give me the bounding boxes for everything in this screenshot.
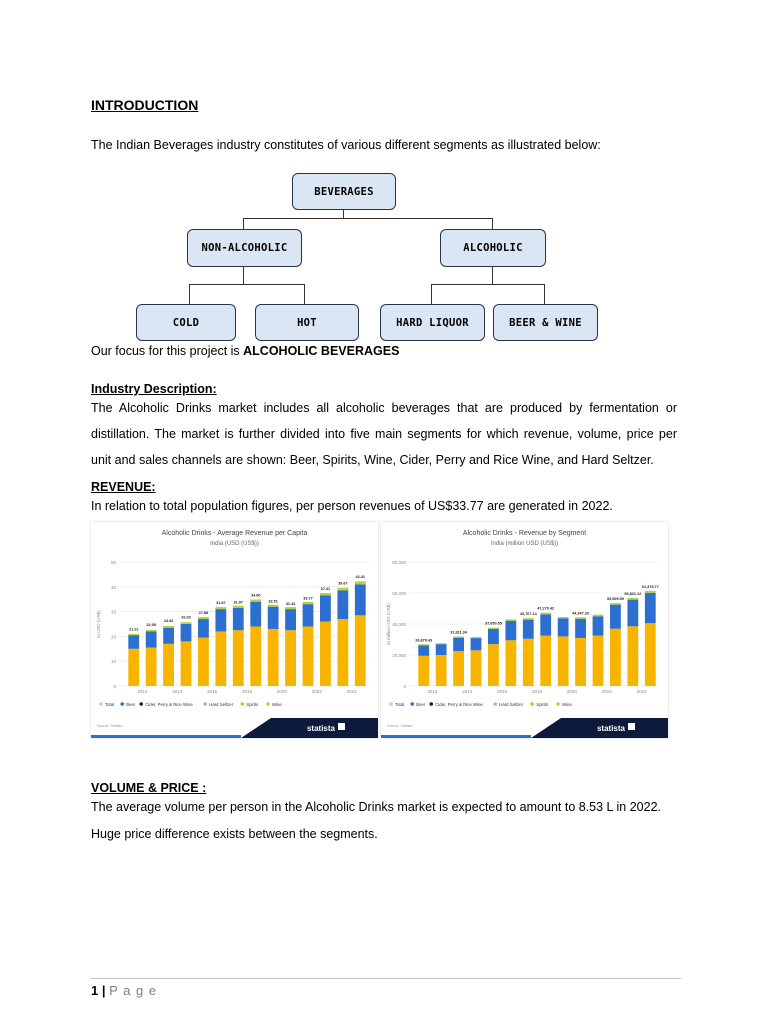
bar-segment-beer (268, 607, 279, 629)
x-tick-label: 2022 (601, 689, 612, 694)
y-tick-label: 20,000 (392, 653, 406, 658)
x-tick-label: 2014 (172, 689, 183, 694)
footer-separator: | (101, 983, 106, 998)
chart-revenue-per-capita (91, 522, 378, 738)
bar-segment-spirits (523, 639, 534, 686)
bar-segment-spirits (610, 629, 621, 686)
bar-segment-beer (355, 584, 366, 615)
focus-prefix: Our focus for this project is (91, 344, 244, 358)
volume-line-1: The average volume per person in the Alcoholic Drinks market is expected to amount to 8.53 L in 2022. (91, 800, 661, 814)
bar-segment-wine (337, 588, 348, 591)
bar-segment-spirits (320, 622, 331, 686)
legend-label: Cider, Perry & Rice Wine (145, 702, 193, 707)
bar-segment-beer (285, 609, 296, 630)
bar-segment-beer (146, 631, 157, 647)
bar-segment-spirits (558, 636, 569, 686)
bar-segment-spirits (453, 651, 464, 686)
x-tick-label: 2018 (531, 689, 543, 694)
legend-marker (493, 702, 497, 706)
y-tick-label: 50 (110, 560, 116, 565)
bar-segment-spirits (436, 655, 447, 686)
connector-line (431, 284, 545, 285)
connector-line (304, 284, 305, 304)
legend-label: Beer (126, 702, 136, 707)
bar-segment-spirits (198, 638, 209, 686)
bar-segment-spirits (233, 630, 244, 686)
chart-revenue-by-segment (381, 522, 668, 738)
bar-segment-wine (181, 622, 192, 624)
bar-segment-wine (610, 603, 621, 605)
legend-marker (120, 702, 124, 706)
bar-segment-spirits (488, 644, 499, 686)
bar-segment-wine (355, 581, 366, 584)
page-footer (91, 983, 157, 999)
y-tick-label: 30 (110, 609, 116, 615)
bar-total-label: 24.52 (163, 619, 174, 624)
bar-segment-wine (285, 607, 296, 609)
y-tick-label: 10 (110, 659, 116, 665)
chart-title: Alcoholic Drinks - Average Revenue per Capita (161, 530, 308, 537)
bar-segment-spirits (268, 629, 279, 686)
legend-marker (429, 702, 433, 706)
bar-segment-spirits (163, 644, 174, 686)
y-tick-label: 40,000 (392, 622, 406, 627)
bar-segment-spirits (540, 636, 551, 686)
bar-segment-wine (233, 606, 244, 608)
x-tick-label: 2024 (636, 689, 647, 694)
node-hot: HOT (255, 304, 359, 341)
bar-total-label: 53,509.59 (606, 597, 624, 602)
bar-segment-spirits (303, 626, 314, 686)
legend-label: Beer (416, 702, 426, 707)
bar-segment-wine (453, 637, 464, 638)
y-tick-label: 0 (113, 684, 116, 689)
bar-segment-wine (471, 637, 482, 638)
legend-label: Spirits (246, 702, 259, 707)
bar-segment-spirits (593, 636, 604, 686)
bar-segment-beer (320, 595, 331, 621)
x-tick-label: 2014 (462, 689, 473, 694)
industry-line-1: The Alcoholic Drinks market includes all alcoholic beverages that are produced by fermentation or (91, 401, 677, 415)
bar-segment-beer (505, 621, 516, 641)
y-tick-label: 60,000 (392, 591, 406, 596)
chart-svg (91, 522, 378, 738)
x-tick-label: 2018 (241, 689, 253, 694)
bar-total-label: 61,379.77 (641, 584, 659, 589)
bar-total-label: 34.80 (250, 593, 261, 598)
focus-bold: ALCOHOLIC BEVERAGES (243, 344, 400, 358)
intro-text: The Indian Beverages industry constitutes of various different segments as illustrated below: (91, 138, 601, 152)
page-heading: INTRODUCTION (91, 97, 199, 113)
chart-svg (381, 522, 668, 738)
bar-segment-wine (215, 607, 226, 609)
bar-segment-spirits (471, 650, 482, 686)
bar-segment-wine (198, 617, 209, 619)
bar-segment-beer (453, 638, 464, 651)
bar-segment-wine (163, 626, 174, 628)
node-cold: COLD (136, 304, 236, 341)
legend-marker (410, 702, 414, 706)
bar-segment-beer (558, 618, 569, 636)
node-beverages: BEVERAGES (292, 173, 396, 210)
bar-segment-wine (488, 628, 499, 629)
bar-segment-beer (250, 602, 261, 627)
bar-total-label: 39.67 (338, 581, 348, 586)
bar-segment-spirits (575, 638, 586, 686)
bar-total-label: 31.87 (216, 600, 226, 605)
x-tick-label: 2024 (346, 689, 357, 694)
bar-segment-wine (575, 617, 586, 618)
bar-total-label: 31,811.34 (450, 630, 467, 635)
bar-segment-wine (418, 644, 429, 645)
bar-total-label: 31.97 (233, 600, 244, 605)
bar-segment-beer (215, 609, 226, 631)
volume-line-2: Huge price difference exists between the segments. (91, 827, 378, 841)
bar-total-label: 33.77 (303, 596, 313, 601)
bar-total-label: 27.88 (198, 610, 209, 615)
focus-line (91, 343, 399, 359)
connector-line (243, 218, 493, 219)
bar-total-label: 47,270.42 (537, 606, 555, 611)
bar-segment-wine (540, 613, 551, 615)
statista-stripe (91, 735, 241, 738)
bar-segment-beer (163, 628, 174, 644)
legend-label: Total (395, 702, 405, 707)
legend-marker (556, 702, 560, 706)
bar-total-label: 43,767.14 (519, 612, 537, 617)
bar-segment-wine (320, 593, 331, 595)
connector-line (492, 266, 493, 284)
volume-heading: VOLUME & PRICE : (91, 781, 207, 795)
bar-segment-beer (627, 600, 638, 627)
chart-source: Source: Statista (97, 724, 123, 728)
bar-segment-wine (627, 598, 638, 600)
legend-label: Wine (272, 702, 282, 707)
bar-segment-spirits (128, 649, 139, 686)
connector-line (544, 284, 545, 304)
statista-logo-text: statista (596, 724, 625, 733)
bar-segment-beer (540, 614, 551, 635)
x-tick-label: 2012 (427, 689, 438, 694)
bar-segment-wine (268, 605, 279, 607)
bar-segment-spirits (418, 656, 429, 686)
legend-label: Hard Seltzer (209, 702, 234, 707)
legend-marker (266, 702, 270, 706)
connector-line (189, 284, 305, 285)
bar-segment-beer (233, 608, 244, 630)
bar-total-label: 56,821.12 (624, 591, 642, 596)
bar-segment-beer (418, 645, 429, 656)
bar-total-label: 21.22 (128, 627, 139, 632)
bar-segment-beer (337, 591, 348, 620)
bar-segment-wine (128, 634, 139, 635)
connector-line (243, 266, 244, 284)
legend-label: Total (105, 702, 115, 707)
bar-segment-wine (303, 602, 314, 604)
bar-total-label: 22.95 (146, 623, 156, 628)
legend-label: Spirits (536, 702, 549, 707)
revenue-text: In relation to total population figures, per person revenues of US$33.77 are generated in 2022. (91, 499, 613, 513)
page-word: P a g e (109, 983, 158, 998)
x-tick-label: 2020 (566, 689, 577, 694)
bar-segment-wine (645, 591, 656, 593)
legend-marker (389, 702, 393, 706)
bar-segment-beer (610, 605, 621, 629)
legend-label: Cider, Perry & Rice Wine (435, 702, 483, 707)
legend-marker (139, 702, 143, 706)
x-tick-label: 2022 (311, 689, 322, 694)
bar-segment-beer (645, 593, 656, 623)
bar-segment-beer (303, 604, 314, 626)
y-tick-label: 0 (403, 684, 406, 689)
x-tick-label: 2016 (207, 689, 218, 694)
bar-segment-spirits (250, 626, 261, 686)
bar-segment-spirits (285, 630, 296, 686)
statista-logo-icon (338, 723, 345, 730)
node-alcoholic: ALCOHOLIC (440, 229, 546, 267)
bar-total-label: 44,347.33 (572, 611, 590, 616)
statista-logo-text: statista (306, 724, 335, 733)
bar-total-label: 37,650.55 (484, 621, 502, 626)
y-axis-label: in USD (US$) (96, 610, 101, 638)
bar-total-label: 37.41 (320, 587, 331, 592)
y-tick-label: 20 (110, 634, 116, 640)
x-tick-label: 2016 (497, 689, 508, 694)
bar-segment-beer (128, 635, 139, 649)
footer-rule (91, 978, 681, 979)
legend-label: Wine (562, 702, 572, 707)
bar-segment-beer (181, 624, 192, 641)
bar-segment-wine (250, 599, 261, 601)
bar-segment-spirits (181, 641, 192, 686)
bar-total-label: 31.42 (285, 602, 296, 607)
bar-segment-wine (523, 618, 534, 620)
chart-subtitle: India (USD (US$)) (210, 541, 259, 547)
bar-segment-beer (436, 644, 447, 655)
bar-segment-beer (488, 629, 499, 644)
industry-line-3: unit and sales channels are shown: Beer, Spirits, Wine, Cider, Perry and Rice Wine, and Hard Seltzer. (91, 453, 654, 467)
y-axis-label: in million USD (US$) (386, 603, 391, 645)
bar-segment-spirits (215, 631, 226, 686)
revenue-heading: REVENUE: (91, 480, 156, 494)
bar-segment-spirits (627, 626, 638, 686)
legend-marker (99, 702, 103, 706)
x-tick-label: 2020 (276, 689, 287, 694)
chart-subtitle: India (million USD (US$)) (490, 541, 559, 547)
connector-line (431, 284, 432, 304)
bar-segment-wine (146, 630, 157, 631)
node-hard-liquor: HARD LIQUOR (380, 304, 485, 341)
bar-segment-beer (593, 616, 604, 635)
legend-marker (530, 702, 534, 706)
node-non-alcoholic: NON-ALCOHOLIC (187, 229, 302, 267)
y-tick-label: 40 (110, 584, 116, 590)
bar-segment-spirits (337, 619, 348, 686)
statista-logo-icon (628, 723, 635, 730)
bar-total-label: 32.51 (268, 599, 278, 604)
statista-stripe (381, 735, 531, 738)
industry-heading: Industry Description: (91, 382, 217, 396)
bar-segment-spirits (645, 623, 656, 686)
bar-segment-spirits (355, 615, 366, 686)
bar-segment-wine (436, 643, 447, 644)
legend-marker (203, 702, 207, 706)
bar-total-label: 42.41 (355, 574, 366, 579)
chart-source: Source: Statista (387, 724, 413, 728)
bar-segment-wine (505, 619, 516, 620)
bar-segment-wine (558, 617, 569, 618)
bar-segment-spirits (505, 640, 516, 686)
node-beer-wine: BEER & WINE (493, 304, 598, 341)
connector-line (189, 284, 190, 304)
industry-line-2: distillation. The market is further divided into five main segments for which revenue, volume, price per (91, 427, 677, 441)
legend-marker (240, 702, 244, 706)
x-tick-label: 2012 (137, 689, 148, 694)
y-tick-label: 80,000 (392, 560, 406, 565)
bar-segment-beer (575, 619, 586, 638)
chart-title: Alcoholic Drinks - Revenue by Segment (462, 530, 587, 537)
bar-total-label: 26.03 (181, 615, 191, 620)
bar-segment-beer (523, 620, 534, 639)
legend-label: Hard Seltzer (499, 702, 524, 707)
page-number: 1 (91, 983, 99, 998)
bar-total-label: 26,879.43 (415, 638, 433, 643)
bar-segment-wine (593, 615, 604, 617)
bar-segment-beer (471, 638, 482, 650)
bar-segment-beer (198, 619, 209, 638)
bar-segment-spirits (146, 648, 157, 686)
